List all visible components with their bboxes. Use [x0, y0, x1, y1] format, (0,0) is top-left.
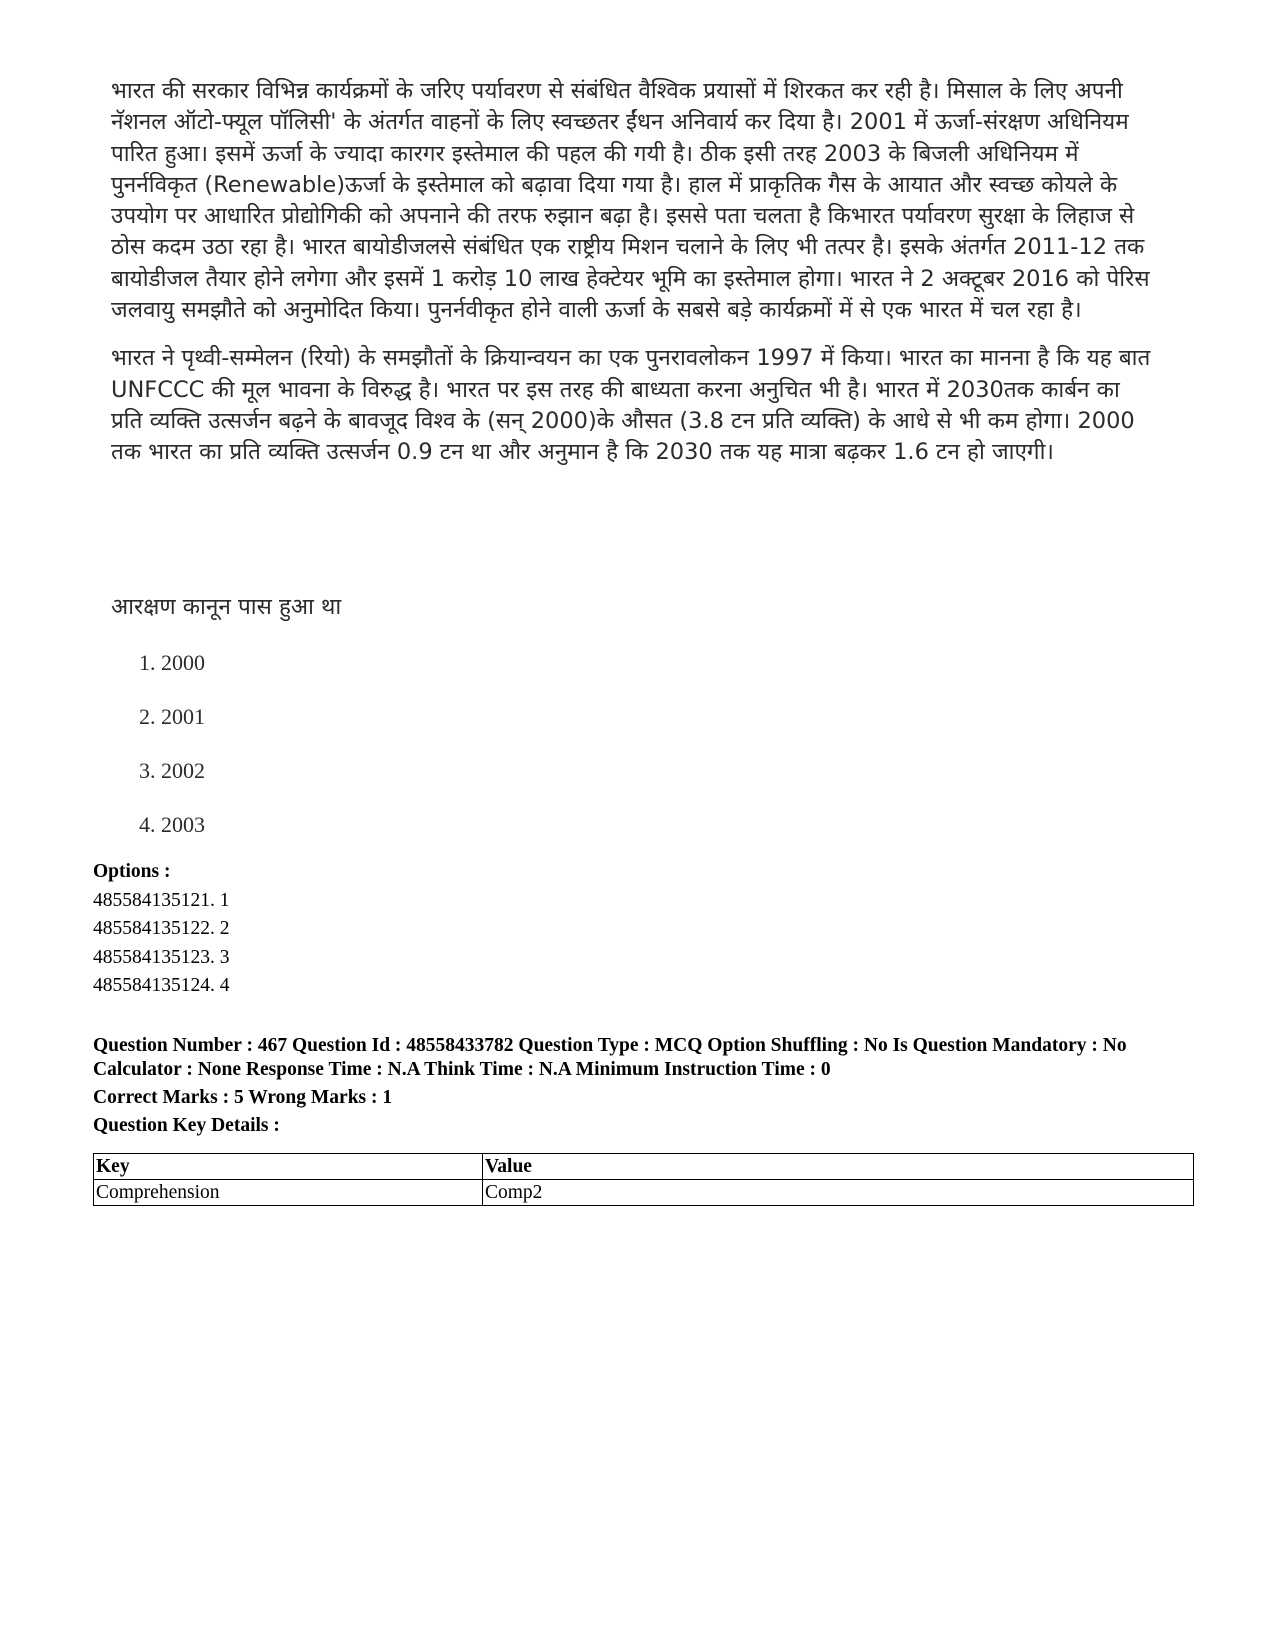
answer-choices — [139, 650, 205, 866]
option-item: 485584135124. 4 — [93, 975, 230, 996]
answer-choice: 2. 2001 — [139, 704, 205, 729]
table-row — [94, 1180, 1194, 1206]
options-block — [93, 858, 230, 1001]
key-details-heading: Question Key Details : — [93, 1115, 280, 1136]
question-info-line: Question Number : 467 Question Id : 48558433782 Question Type : MCQ Option Shuffling : No Is Question Mandatory : No Calculator : None Response Time : N.A Think Time : N.A Minimum Instruction Time : 0 — [93, 1035, 1127, 1080]
table-cell-value: Comp2 — [483, 1180, 1194, 1206]
comprehension-passage — [111, 76, 1151, 486]
answer-choice: 1. 2000 — [139, 650, 205, 675]
question-metadata — [93, 1034, 1193, 1138]
table-header-key: Key — [94, 1154, 483, 1180]
option-item: 485584135121. 1 — [93, 889, 230, 911]
question-text: आरक्षण कानून पास हुआ था — [111, 594, 342, 620]
passage-paragraph-1: भारत की सरकार विभिन्न कार्यक्रमों के जरिए पर्यावरण से संबंधित वैश्विक प्रयासों में शिरकत कर रही है। मिसाल के लिए अपनी नॅशनल ऑटो-फ्यूल पॉलिसी' के अंतर्गत वाहनों के लिए स्वच्छतर ईंधन अनिवार्य कर दिया है। 2001 में ऊर्जा-संरक्षण अधिनियम पारित हुआ। इसमें ऊर्जा के ज्यादा कारगर इस्तेमाल की पहल की गयी है। ठीक इसी तरह 2003 के बिजली अधिनियम में पुनर्नविकृत (Renewable)ऊर्जा के इस्तेमाल को बढ़ावा दिया गया है। हाल में प्राकृतिक गैस के आयात और स्वच्छ कोयले के उपयोग पर आधारित प्रोद्योगिकी को अपनाने की तरफ रुझान बढ़ा है। इससे पता चलता है किभारत पर्यावरण सुरक्षा के लिहाज से ठोस कदम उठा रहा है। भारत बायोडीजलसे संबंधित एक राष्ट्रीय मिशन चलाने के लिए भी तत्पर है। इसके अंतर्गत 2011-12 तक बायोडीजल तैयार होने लगेगा और इसमें 1 करोड़ 10 लाख हेक्टेयर भूमि का इस्तेमाल होगा। भारत ने 2 अक्टूबर 2016 को पेरिस जलवायु समझौते को अनुमोदित किया। पुनर्नवीकृत होने वाली ऊर्जा के सबसे बड़े कार्यक्रमों में से एक भारत में चल रहा है। — [111, 78, 1150, 324]
answer-choice: 4. 2003 — [139, 812, 205, 837]
table-header-value: Value — [483, 1154, 1194, 1180]
answer-choice: 3. 2002 — [139, 758, 205, 783]
options-heading: Options : — [93, 861, 171, 882]
table-cell-key: Comprehension — [94, 1180, 483, 1206]
option-item: 485584135123. 3 — [93, 946, 230, 968]
table-header-row — [94, 1154, 1194, 1180]
key-details-table — [93, 1153, 1194, 1206]
passage-paragraph-2: भारत ने पृथ्वी-सम्मेलन (रियो) के समझौतों के क्रियान्वयन का एक पुनरावलोकन 1997 में किया। भारत का मानना है कि यह बात UNFCCC की मूल भावना के विरुद्ध है। भारत पर इस तरह की बाध्यता करना अनुचित भी है। भारत में 2030तक कार्बन का प्रति व्यक्ति उत्सर्जन बढ़ने के बावजूद विश्व के (सन् 2000)के औसत (3.8 टन प्रति व्यक्ति) के आधे से भी कम होगा। 2000 तक भारत का प्रति व्यक्ति उत्सर्जन 0.9 टन था और अनुमान है कि 2030 तक यह मात्रा बढ़कर 1.6 टन हो जाएगी। — [111, 345, 1151, 466]
option-item: 485584135122. 2 — [93, 918, 230, 939]
marks-line: Correct Marks : 5 Wrong Marks : 1 — [93, 1087, 393, 1108]
